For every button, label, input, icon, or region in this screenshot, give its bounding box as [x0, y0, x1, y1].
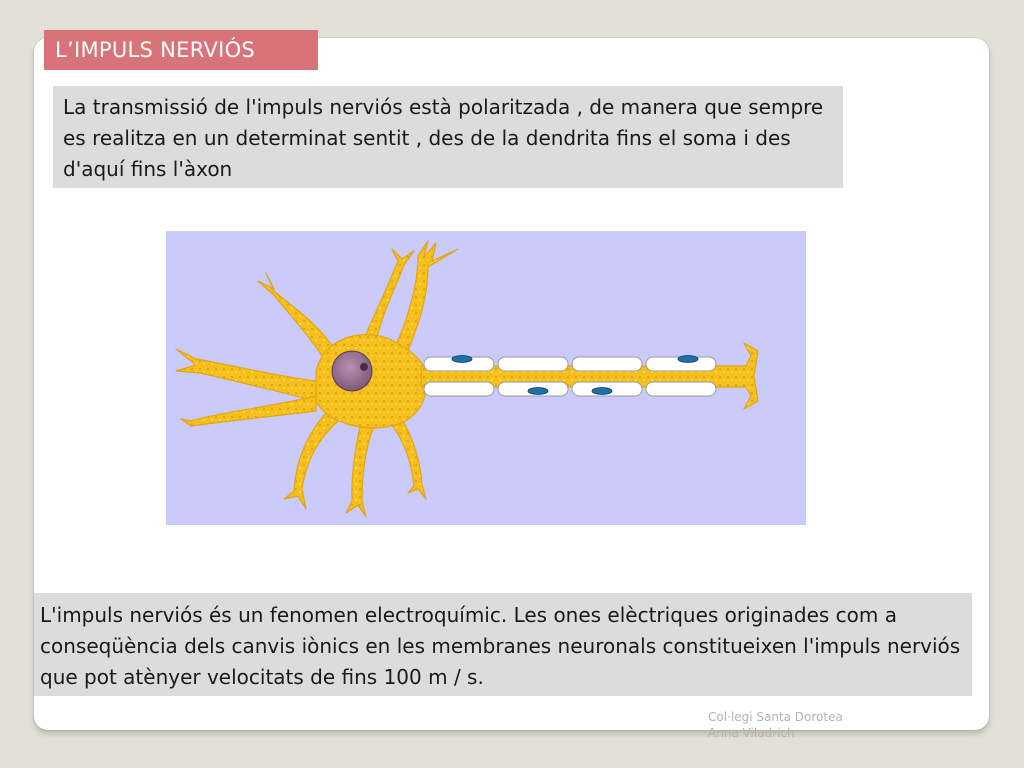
neuron-icon — [166, 231, 806, 525]
nucleus-icon — [332, 351, 372, 391]
neuron-body — [176, 241, 758, 517]
nucleolus-icon — [360, 363, 368, 371]
body-text: L'impuls nerviós és un fenomen electroquímic. Les ones elèctriques originades com a conseqüència dels canvis iònics en les membranes neuronals constitueixen l'impuls nerviós que pot atènyer velocitats de fins 100 m / s. — [34, 593, 972, 696]
footer — [708, 709, 908, 741]
footer-author: Anna Viladrich — [708, 726, 795, 740]
neuron-figure — [166, 231, 806, 525]
footer-school: Col·legi Santa Dorotea — [708, 710, 843, 724]
slide-title: L’IMPULS NERVIÓS — [44, 30, 318, 70]
intro-text: La transmissió de l'impuls nerviós està polaritzada , de manera que sempre es realitza en un determinat sentit , des de la dendrita fins el soma i des d'aquí fins l'àxon — [53, 86, 843, 188]
